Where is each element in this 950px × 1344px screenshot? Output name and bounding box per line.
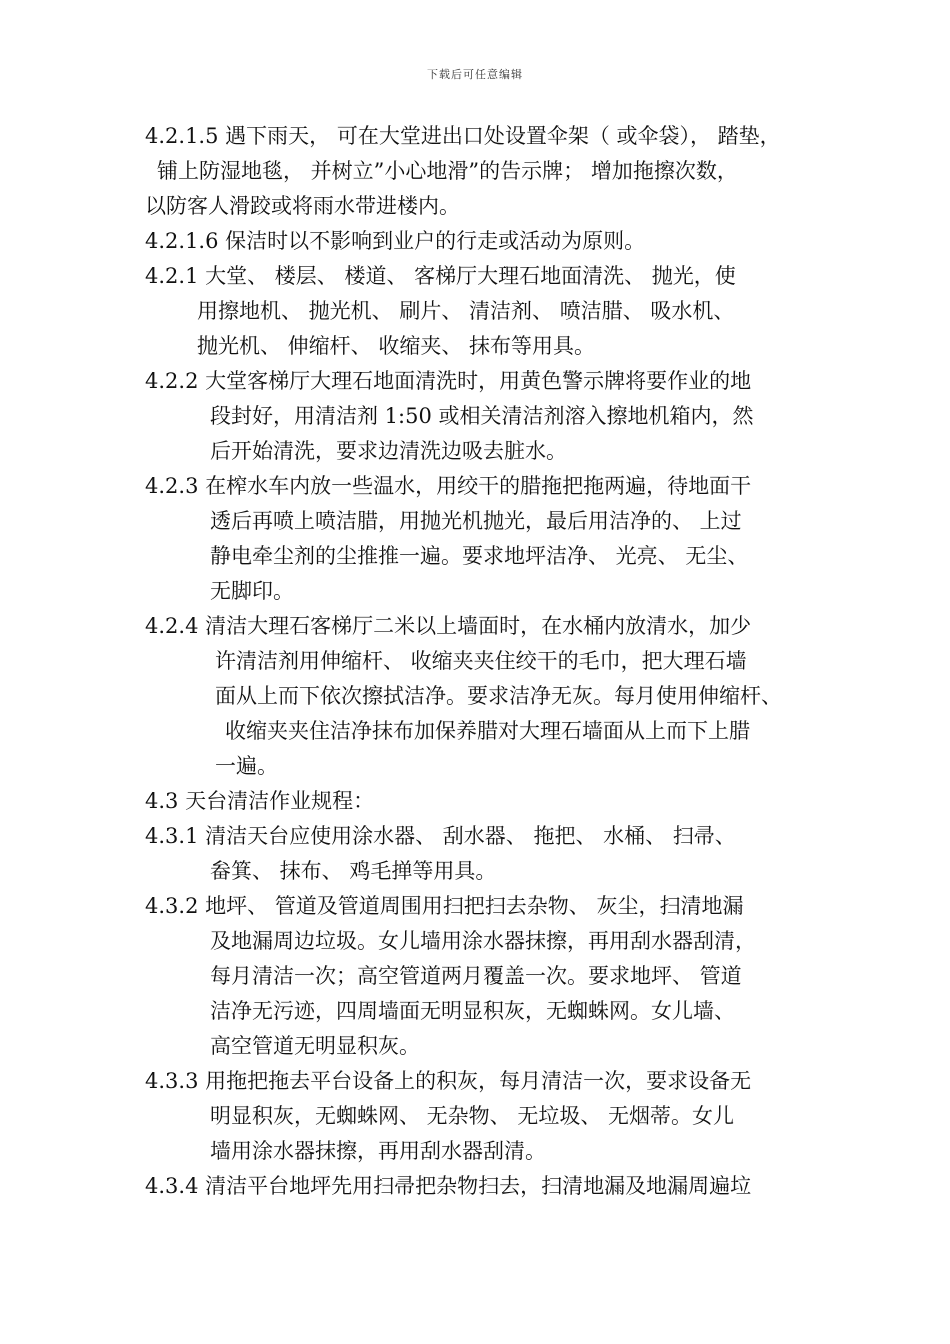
text-line: 许清洁剂用伸缩杆、 收缩夹夹住绞干的毛巾，把大理石墙	[215, 649, 747, 673]
text-line: 铺上防湿地毯， 并树立”小心地滑”的告示牌； 增加拖擦次数，	[157, 159, 738, 183]
text-line: 4.2.1.5 遇下雨天， 可在大堂进出口处设置伞架（ 或伞袋）， 踏垫，	[145, 124, 781, 148]
section-heading: 4.3 天台清洁作业规程：	[145, 789, 375, 813]
text-line: 4.2.2 大堂客梯厅大理石地面清洗时，用黄色警示牌将要作业的地	[145, 369, 752, 393]
text-line: 4.2.1 大堂、 楼层、 楼道、 客梯厅大理石地面清洗、 抛光，使	[145, 264, 736, 288]
text-line: 明显积灰，无蜘蛛网、 无杂物、 无垃圾、 无烟蒂。女儿	[210, 1104, 735, 1128]
text-line: 及地漏周边垃圾。女儿墙用涂水器抹擦，再用刮水器刮清，	[210, 929, 756, 953]
text-line: 4.3.4 清洁平台地坪先用扫帚把杂物扫去，扫清地漏及地漏周遍垃	[145, 1174, 752, 1198]
page-header: 下载后可任意编辑	[427, 68, 523, 81]
text-line: 4.3.1 清洁天台应使用涂水器、 刮水器、 拖把、 水桶、 扫帚、	[145, 824, 736, 848]
text-line: 4.2.1.6 保洁时以不影响到业户的行走或活动为原则。	[145, 229, 646, 253]
text-line: 静电牵尘剂的尘推推一遍。要求地坪洁净、 光亮、 无尘、	[210, 544, 749, 568]
text-line: 洁净无污迹，四周墙面无明显积灰，无蜘蛛网。女儿墙、	[210, 999, 735, 1023]
text-line: 以防客人滑跤或将雨水带进楼内。	[145, 194, 460, 218]
text-line: 高空管道无明显积灰。	[210, 1034, 420, 1058]
text-line: 收缩夹夹住洁净抹布加保养腊对大理石墙面从上而下上腊	[225, 719, 750, 743]
text-line: 透后再喷上喷洁腊，用抛光机抛光，最后用洁净的、 上过	[210, 509, 742, 533]
text-line: 畚箕、 抹布、 鸡毛掸等用具。	[210, 859, 497, 883]
text-line: 后开始清洗，要求边清洗边吸去脏水。	[210, 439, 567, 463]
text-line: 用擦地机、 抛光机、 刷片、 清洁剂、 喷洁腊、 吸水机、	[197, 299, 735, 323]
text-line: 每月清洁一次；高空管道两月覆盖一次。要求地坪、 管道	[210, 964, 742, 988]
text-line: 一遍。	[215, 754, 278, 778]
text-line: 4.2.3 在榨水车内放一些温水，用绞干的腊拖把拖两遍，待地面干	[145, 474, 752, 498]
text-line: 无脚印。	[210, 579, 294, 603]
text-line: 抛光机、 伸缩杆、 收缩夹、 抹布等用具。	[197, 334, 596, 358]
text-line: 4.2.4 清洁大理石客梯厅二米以上墙面时，在水桶内放清水，加少	[145, 614, 752, 638]
text-line: 墙用涂水器抹擦，再用刮水器刮清。	[210, 1139, 546, 1163]
text-line: 段封好，用清洁剂 1:50 或相关清洁剂溶入擦地机箱内，然	[210, 404, 754, 428]
text-line: 4.3.3 用拖把拖去平台设备上的积灰，每月清洁一次，要求设备无	[145, 1069, 752, 1093]
text-line: 4.3.2 地坪、 管道及管道周围用扫把扫去杂物、 灰尘，扫清地漏	[145, 894, 744, 918]
text-line: 面从上而下依次擦拭洁净。要求洁净无灰。每月使用伸缩杆、	[215, 684, 782, 708]
